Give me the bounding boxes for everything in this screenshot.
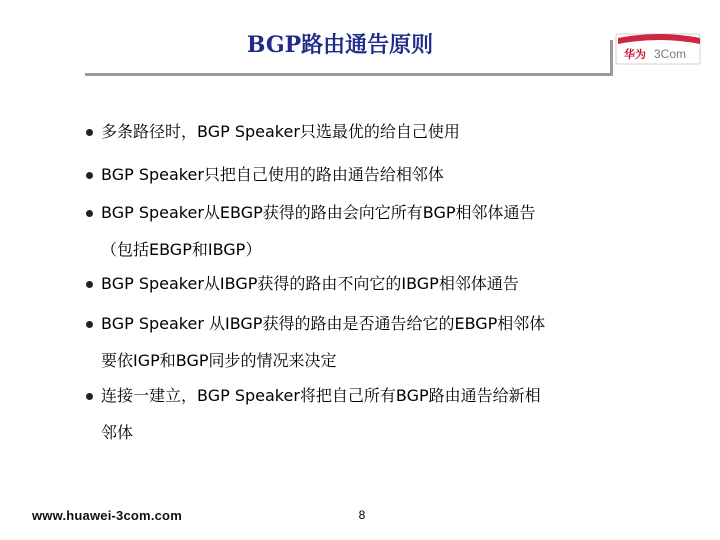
svg-text:3Com: 3Com xyxy=(654,47,687,61)
bullet-text: 连接一建立，BGP Speaker将把自己所有BGP路由通告给新相 xyxy=(101,386,541,405)
bullet-text: BGP Speaker只把自己使用的路由通告给相邻体 xyxy=(101,165,444,184)
bullet-icon xyxy=(86,321,93,328)
bullet-icon xyxy=(86,172,93,179)
bullet-icon xyxy=(86,393,93,400)
bullet-text: 多条路径时，BGP Speaker只选最优的给自己使用 xyxy=(101,122,460,141)
bullet-text: BGP Speaker从IBGP获得的路由不向它的IBGP相邻体通告 xyxy=(101,274,519,293)
bullet-icon xyxy=(86,129,93,136)
bullet-text: BGP Speaker从EBGP获得的路由会向它所有BGP相邻体通告 xyxy=(101,203,536,222)
svg-text:华为: 华为 xyxy=(624,48,646,61)
footer-url[interactable]: www.huawei-3com.com xyxy=(32,508,182,523)
bullet-text: BGP Speaker 从IBGP获得的路由是否通告给它的EBGP相邻体 xyxy=(101,314,546,333)
slide-title: BGP路由通告原则 xyxy=(246,32,434,58)
page-number: 8 xyxy=(358,508,366,522)
bullet-icon xyxy=(86,210,93,217)
bullet-continuation: 要依IGP和BGP同步的情况来决定 xyxy=(101,351,337,370)
bullet-icon xyxy=(86,281,93,288)
bullet-continuation: （包括EBGP和IBGP） xyxy=(101,240,262,259)
bullet-continuation: 邻体 xyxy=(101,423,134,442)
